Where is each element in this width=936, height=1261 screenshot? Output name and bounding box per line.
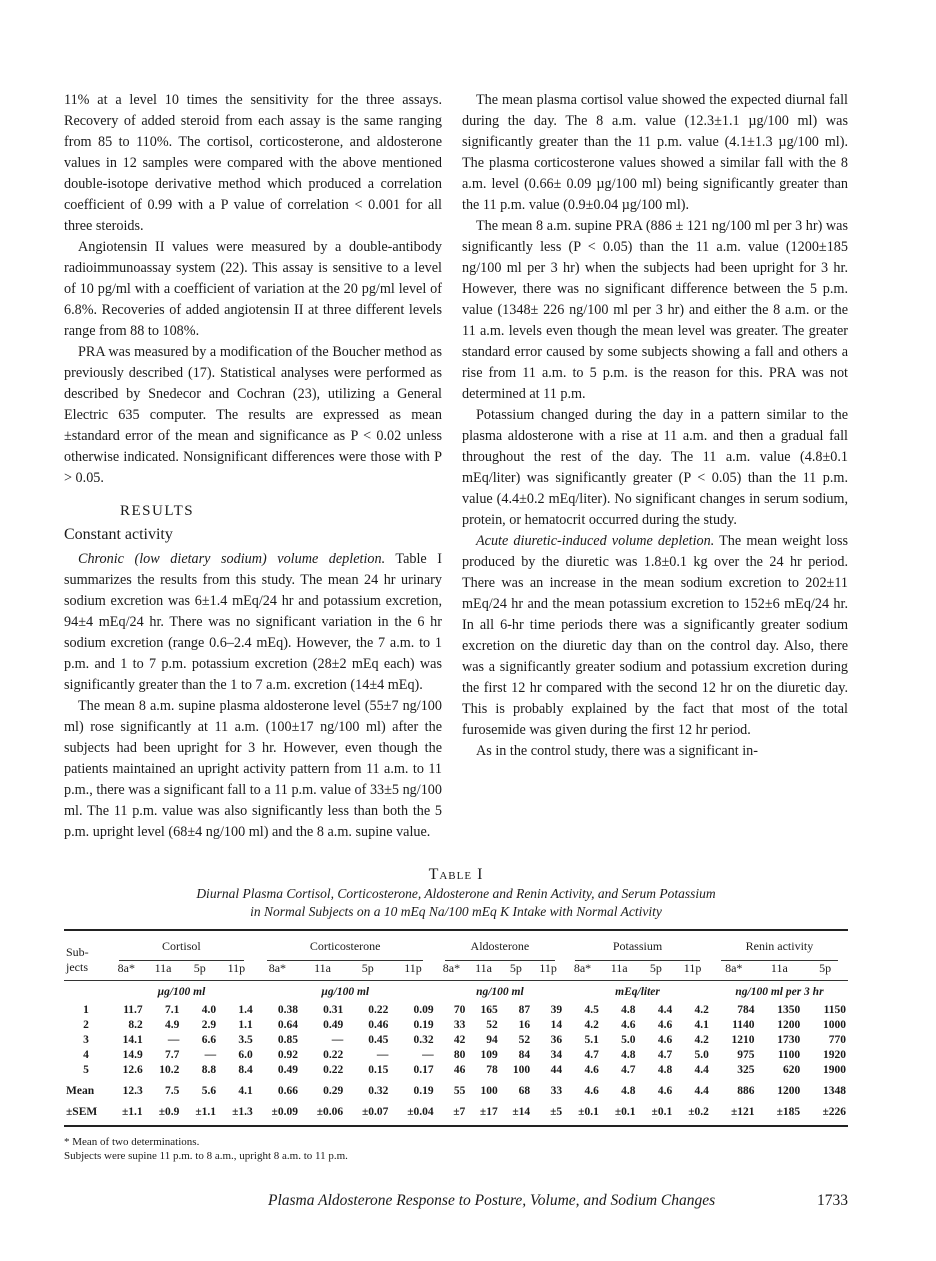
row-label: 5 (83, 1064, 89, 1076)
right-column (462, 90, 848, 762)
paragraph (64, 549, 442, 696)
table-cell: ±0.07 (345, 1105, 390, 1126)
table-cell: 886 (737, 1085, 755, 1097)
table-cell: 0.46 (368, 1019, 389, 1031)
column-header: 5p (500, 961, 532, 981)
table-cell: 8.8 (201, 1064, 217, 1076)
table-cell: ±121 (711, 1105, 757, 1126)
row-label: 1 (83, 1004, 89, 1016)
table-cell: 0.49 (323, 1019, 344, 1031)
table-cell: 6.6 (201, 1034, 217, 1046)
table-cell: ±5 (532, 1105, 564, 1126)
column-group-header (436, 930, 565, 961)
paragraph: The mean plasma cortisol value showed the expected diurnal fall during the day. The 8 a.m. value (12.3±1.1 µg/100 ml) was significantly greater than the 11 p.m. value (4.1±1.3 µg/100 ml). The plasma corticosterone values showed a similar fall with the 8 a.m. level (0.66± 0.09 µg/100 ml) being significantly greater than the 11 p.m. value (0.9±0.04 µg/100 ml). (462, 92, 848, 213)
table-cell: 0.38 (277, 1004, 298, 1016)
column-header: 11p (218, 961, 255, 981)
table-cell: 4.9 (165, 1019, 180, 1031)
subsection-heading: Constant activity (64, 526, 173, 543)
table-cell: 1210 (731, 1034, 755, 1046)
column-header: 8a* (564, 961, 601, 981)
page-number: 1733 (817, 1192, 848, 1209)
table-cell: ±185 (757, 1105, 803, 1126)
table-cell: 0.49 (277, 1064, 298, 1076)
paragraph-text: The mean weight loss produced by the diuretic was 1.8±0.1 kg over the 24 hr period. There was an increase in the mean sodium excretion to 202±11 mEq/24 hr and the mean potassium excretion to 152±6 mEq/24 hr. In all 6-hr time periods there was a significantly greater sodium excretion on the diuretic day than on the control day. Also, there was a significantly greater sodium and potassium excretion during the first 12 hr compared with the second 12 hr on the diuretic day. This is probably explained by the fact that most of the total furosemide was given during the first 12 hr period. (462, 533, 849, 738)
table-cell: 1350 (777, 1004, 801, 1016)
table-cell: 4.7 (584, 1049, 599, 1061)
table-cell: 5.6 (201, 1085, 217, 1097)
column-header: 5p (181, 961, 218, 981)
table-cell: 33 (550, 1085, 563, 1097)
paragraph: The mean 8 a.m. supine plasma aldosterone level (55±7 ng/100 ml) rose significantly at 11 a.m. (100±17 ng/100 ml) after the subjects had been upright for 3 hr. However, even though the patients maintained an upright activity pattern from 11 a.m. to 11 p.m., there was a significant fall to a 11 p.m. value of 33±5 ng/100 ml. The 11 p.m. value was also significantly less than both the 5 p.m. upright level (68±4 ng/100 ml) and the 8 a.m. supine value. (64, 698, 442, 840)
paragraph: The mean 8 a.m. supine PRA (886 ± 121 ng/100 ml per 3 hr) was significantly less (P < 0.05) than the 11 a.m. value (1200±185 ng/100 ml per 3 hr) when the subjects had been upright for 3 hr. However, there was no significant difference between the 5 p.m. value (1348± 226 ng/100 ml per 3 hr) and either the 8 a.m. or the 11 a.m. levels even though the mean level was greater. The greater standard error caused by some subjects showing a fall and others a rise from 11 a.m. to 5 p.m. is the reason for this. PRA was not determined at 11 p.m. (462, 218, 848, 402)
table-footnotes (64, 1135, 848, 1163)
column-header: 5p (802, 961, 848, 981)
column-header: 8a* (436, 961, 468, 981)
table-cell: 4.4 (694, 1064, 709, 1076)
row-label: 2 (83, 1019, 89, 1031)
table-cell: 87 (518, 1004, 531, 1016)
table-cell: 12.6 (122, 1064, 143, 1076)
table-cell: 4.8 (621, 1049, 636, 1061)
table-cell: — (422, 1049, 434, 1061)
table-cell: 1.1 (238, 1019, 253, 1031)
section-heading: RESULTS (120, 503, 195, 519)
table-cell: 4.2 (694, 1034, 709, 1046)
paragraph: PRA was measured by a modification of the Boucher method as previously described (17). Statistical analyses were performed as described by Snedecor and Cochran (23), utilizing a General Electric 635 computer. The results are expressed as mean ±standard error of the mean and significance as P < 0.02 unless otherwise indicated. Nonsignificant differences were those with P > 0.05. (64, 344, 442, 486)
table-cell: 52 (518, 1034, 531, 1046)
text-columns (64, 90, 848, 843)
table-cell: 325 (737, 1064, 755, 1076)
column-header: 5p (638, 961, 675, 981)
table-cell: 5.0 (694, 1049, 709, 1061)
table-cell: 4.6 (621, 1019, 636, 1031)
table-cell: 0.32 (413, 1034, 434, 1046)
subjects-header: Sub- jects (64, 930, 108, 981)
table-cell: ±0.9 (145, 1105, 182, 1126)
table-cell: 70 (453, 1004, 466, 1016)
row-label: Mean (66, 1085, 95, 1097)
table-cell: 7.5 (165, 1085, 180, 1097)
table-cell: 0.85 (277, 1034, 298, 1046)
table-cell: 5.1 (584, 1034, 599, 1046)
table-cell: 975 (737, 1049, 755, 1061)
left-column (64, 90, 442, 843)
table-cell: 16 (518, 1019, 531, 1031)
column-header: 8a* (711, 961, 757, 981)
footnote: * Mean of two determinations. (64, 1136, 200, 1148)
table-cell: 42 (453, 1034, 466, 1046)
data-table (64, 929, 848, 1127)
table-cell: 0.92 (277, 1049, 298, 1061)
table-cell: 0.19 (413, 1085, 434, 1097)
table-cell: ±14 (500, 1105, 532, 1126)
table-row (64, 1084, 848, 1099)
table-cell: 34 (550, 1049, 563, 1061)
table-title: Table I (428, 866, 484, 883)
table-cell: 78 (486, 1064, 498, 1076)
table-cell: 52 (486, 1019, 498, 1031)
table-cell: ±0.1 (564, 1105, 601, 1126)
unit-label: µg/100 ml (321, 985, 370, 998)
table-cell: 1100 (777, 1049, 801, 1061)
table-cell: 620 (782, 1064, 801, 1076)
table-cell: 4.6 (657, 1034, 673, 1046)
table-cell: 4.8 (657, 1064, 673, 1076)
table-row (64, 1048, 848, 1063)
table-cell: 0.22 (323, 1049, 344, 1061)
table-cell: ±1.1 (108, 1105, 145, 1126)
table-cell: 4.4 (694, 1085, 709, 1097)
table-cell: 4.6 (657, 1085, 673, 1097)
table-cell: 3.5 (238, 1034, 253, 1046)
column-group-label: Renin activity (721, 939, 838, 961)
table-cell: 6.0 (238, 1049, 253, 1061)
table-cell: 1900 (823, 1064, 846, 1076)
table-cell: 46 (453, 1064, 466, 1076)
row-label: 3 (83, 1034, 89, 1046)
table-cell: 109 (480, 1049, 498, 1061)
column-header: 11p (532, 961, 564, 981)
table-cell: 39 (550, 1004, 563, 1016)
table-cell: 4.6 (584, 1064, 599, 1076)
table-row (64, 1105, 848, 1126)
table-cell: 0.64 (277, 1019, 298, 1031)
table-cell: 1150 (823, 1004, 846, 1016)
table-cell: 14.1 (122, 1034, 143, 1046)
table-cell: 14.9 (122, 1049, 143, 1061)
table-cell: 1730 (777, 1034, 801, 1046)
table-cell: 1200 (777, 1019, 801, 1031)
table-cell: 33 (453, 1019, 466, 1031)
column-header: 11a (757, 961, 803, 981)
unit-label: ng/100 ml per 3 hr (735, 985, 824, 998)
table-cell: ±0.2 (674, 1105, 711, 1126)
column-header: 5p (345, 961, 390, 981)
table-cell: 165 (480, 1004, 498, 1016)
table-cell: ±0.1 (638, 1105, 675, 1126)
table-cell: 1140 (732, 1019, 755, 1031)
table-cell: — (331, 1034, 344, 1046)
table-cell: 4.0 (201, 1004, 217, 1016)
column-group-header (255, 930, 436, 961)
table-cell: 7.7 (165, 1049, 180, 1061)
table-cell: 55 (453, 1085, 466, 1097)
running-title: Plasma Aldosterone Response to Posture, Volume, and Sodium Changes (268, 1192, 716, 1209)
paragraph: 11% at a level 10 times the sensitivity for the three assays. Recovery of added steroid from each assay is the same ranging from 85 to 110%. The cortisol, corticosterone, and aldosterone values in 12 samples were compared with the above mentioned double-isotope derivative method which produced a correlation coefficient of 0.99 with a P value of correlation < 0.001 for all three steroids. (64, 92, 442, 234)
table-cell: — (376, 1049, 389, 1061)
row-label: ±SEM (64, 1105, 108, 1126)
table-cell: 0.22 (323, 1064, 344, 1076)
table-cell: 0.09 (413, 1004, 434, 1016)
table-cell: 11.7 (123, 1004, 143, 1016)
table-cell: 4.1 (694, 1019, 709, 1031)
table-cell: 1000 (823, 1019, 846, 1031)
column-header: 11p (674, 961, 711, 981)
table-cell: 68 (518, 1085, 531, 1097)
table-caption (64, 865, 848, 921)
column-group-label: Corticosterone (267, 939, 423, 961)
table-cell: 0.31 (323, 1004, 344, 1016)
table-row (64, 1003, 848, 1018)
column-group-label: Cortisol (119, 939, 245, 961)
table-cell: 0.45 (368, 1034, 389, 1046)
table-cell: 0.22 (368, 1004, 389, 1016)
column-group-label: Potassium (575, 939, 701, 961)
unit-label: mEq/liter (615, 985, 660, 998)
table-cell: — (204, 1049, 217, 1061)
table-cell: 7.1 (165, 1004, 180, 1016)
column-header: 11a (145, 961, 182, 981)
table-cell: 12.3 (122, 1085, 143, 1097)
paragraph: Potassium changed during the day in a pattern similar to the plasma aldosterone with a rise at 11 a.m. and then a gradual fall throughout the rest of the day. The 11 a.m. value (4.8±0.1 mEq/liter) was significantly greater (P < 0.05) than the 11 p.m. value (4.4±0.2 mEq/liter). No significant changes in serum sodium, protein, or hematocrit occurred during the study. (462, 407, 848, 528)
table-cell: 0.29 (323, 1085, 344, 1097)
column-header: 8a* (255, 961, 300, 981)
table-cell: 100 (480, 1085, 498, 1097)
caption-line: in Normal Subjects on a 10 mEq Na/100 mEq K Intake with Normal Activity (250, 904, 662, 919)
column-header: 11a (601, 961, 638, 981)
table-cell: 4.5 (584, 1004, 599, 1016)
column-group-header (564, 930, 711, 961)
table-cell: ±226 (802, 1105, 848, 1126)
table-cell: 4.2 (584, 1019, 599, 1031)
table-cell: 0.66 (277, 1085, 298, 1097)
table-cell: ±17 (467, 1105, 499, 1126)
empty-cell (64, 981, 108, 1004)
table-cell: 1348 (823, 1085, 846, 1097)
table-cell: 1920 (823, 1049, 846, 1061)
table-cell: 8.2 (128, 1019, 143, 1031)
table-row (64, 1033, 848, 1048)
table-cell: 80 (453, 1049, 466, 1061)
table-row (64, 1018, 848, 1033)
table-row (64, 1063, 848, 1078)
paragraph: Angiotensin II values were measured by a double-antibody radioimmunoassay system (22). This assay is sensitive to a level of 10 pg/ml with a coefficient of variation at the 20 pg/ml level of 6.8%. Recoveries of added angiotensin II at three different levels range from 88 to 108%. (64, 239, 442, 339)
table-cell: 4.6 (657, 1019, 673, 1031)
column-group-header (711, 930, 848, 961)
row-label: 4 (83, 1049, 89, 1061)
table-cell: 770 (828, 1034, 846, 1046)
column-header: 11a (300, 961, 345, 981)
run-in-heading: Acute diuretic-induced volume depletion. (476, 533, 715, 549)
table-cell: 4.6 (584, 1085, 599, 1097)
column-header: 11p (390, 961, 435, 981)
table-cell: ±0.1 (601, 1105, 638, 1126)
table-cell: 10.2 (159, 1064, 180, 1076)
table-cell: 0.17 (413, 1064, 434, 1076)
paragraph-text: Table I summarizes the results from this study. The mean 24 hr urinary sodium excretion was 6±1.4 mEq/24 hr and potassium excretion, 94±4 mEq/24 hr. There was no significant variation in the 6 hr sodium excretion (range 0.6–2.4 mEq). However, the 7 a.m. to 1 p.m. and 1 to 7 p.m. potassium excretion (28±2 mEq each) was significantly greater than the 1 to 7 a.m. excretion (14±4 mEq). (64, 551, 442, 693)
table-cell: 2.9 (201, 1019, 217, 1031)
paragraph: As in the control study, there was a significant in- (476, 743, 758, 759)
table-cell: 4.1 (238, 1085, 253, 1097)
paragraph (462, 531, 848, 741)
table-cell: 4.7 (657, 1049, 673, 1061)
column-header: 11a (467, 961, 499, 981)
column-group-header (108, 930, 255, 961)
table-cell: 0.15 (368, 1064, 389, 1076)
table-cell: ±0.06 (300, 1105, 345, 1126)
table-cell: ±7 (436, 1105, 468, 1126)
table-cell: 4.7 (621, 1064, 636, 1076)
table-cell: 36 (550, 1034, 563, 1046)
table-cell: 1200 (777, 1085, 801, 1097)
table-cell: 4.8 (621, 1085, 636, 1097)
table-cell: 8.4 (238, 1064, 253, 1076)
table-cell: ±0.09 (255, 1105, 300, 1126)
footnote: Subjects were supine 11 p.m. to 8 a.m., upright 8 a.m. to 11 p.m. (64, 1150, 348, 1162)
run-in-heading: Chronic (low dietary sodium) volume depletion. (78, 551, 386, 567)
table-cell: 4.8 (621, 1004, 636, 1016)
table-cell: 84 (518, 1049, 531, 1061)
unit-label: µg/100 ml (157, 985, 206, 998)
table-cell: ±0.04 (390, 1105, 435, 1126)
table-cell: ±1.1 (181, 1105, 218, 1126)
table-cell: 44 (550, 1064, 563, 1076)
table-cell: 4.2 (694, 1004, 709, 1016)
unit-label: ng/100 ml (476, 985, 524, 998)
table-cell: 100 (512, 1064, 531, 1076)
table-cell: 4.4 (657, 1004, 673, 1016)
table-cell: 0.32 (368, 1085, 389, 1097)
table-cell: 5.0 (621, 1034, 636, 1046)
column-group-label: Aldosterone (445, 939, 555, 961)
caption-line: Diurnal Plasma Cortisol, Corticosterone, Aldosterone and Renin Activity, and Serum Potassium (196, 886, 716, 901)
table-cell: ±1.3 (218, 1105, 255, 1126)
table-cell: — (167, 1034, 180, 1046)
table-cell: 14 (550, 1019, 563, 1031)
table-cell: 0.19 (413, 1019, 434, 1031)
table-cell: 94 (486, 1034, 498, 1046)
page-footer (268, 1191, 848, 1211)
column-header: 8a* (108, 961, 145, 981)
table-cell: 784 (737, 1004, 755, 1016)
table-cell: 1.4 (238, 1004, 253, 1016)
